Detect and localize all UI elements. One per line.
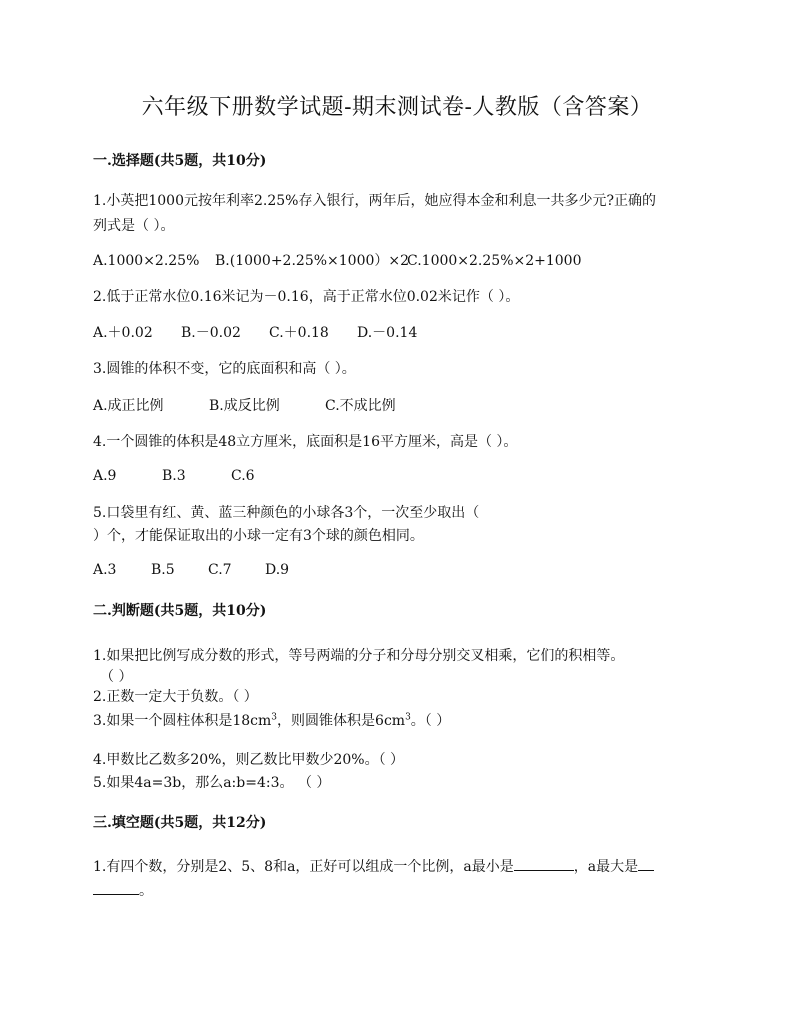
judge-q3-part3: 。（ ） bbox=[410, 713, 451, 729]
choice-q5-option-d: D.9 bbox=[265, 562, 290, 578]
section-heading-judge: 二.判断题(共5题，共10分) bbox=[93, 603, 267, 619]
judge-q1-line1: 1.如果把比例写成分数的形式，等号两端的分子和分母分别交叉相乘，它们的积相等。 bbox=[93, 648, 625, 664]
judge-q3 bbox=[93, 710, 450, 730]
judge-q1-line2: （ ） bbox=[100, 669, 133, 685]
fill-q1-part3: 。 bbox=[139, 883, 153, 899]
choice-q4-option-b: B.3 bbox=[162, 468, 186, 484]
choice-q3-option-c: C.不成比例 bbox=[325, 398, 396, 414]
choice-q2-option-b: B.－0.02 bbox=[181, 325, 241, 341]
choice-q2: 2.低于正常水位0.16米记为－0.16，高于正常水位0.02米记作（ ）。 bbox=[93, 289, 520, 305]
fill-q1-line2 bbox=[93, 880, 153, 900]
judge-q3-part1: 3.如果一个圆柱体积是18cm bbox=[93, 713, 272, 729]
fill-q1-blank-max-start[interactable] bbox=[638, 856, 654, 871]
choice-q3: 3.圆锥的体积不变，它的底面积和高（ ）。 bbox=[93, 361, 356, 377]
choice-q5-option-a: A.3 bbox=[93, 562, 117, 578]
judge-q3-part2: ，则圆锥体积是6cm bbox=[277, 713, 406, 729]
judge-q3-superscript-1: 3 bbox=[271, 712, 278, 723]
judge-q2: 2.正数一定大于负数。（ ） bbox=[93, 689, 258, 705]
choice-q4: 4.一个圆锥的体积是48立方厘米，底面积是16平方厘米，高是（ ）。 bbox=[93, 434, 518, 450]
choice-q3-option-b: B.成反比例 bbox=[209, 398, 280, 414]
choice-q1-line1: 1.小英把1000元按年利率2.25%存入银行，两年后，她应得本金和利息一共多少元?正确的 bbox=[93, 193, 656, 209]
judge-q4: 4.甲数比乙数多20%，则乙数比甲数少20%。（ ） bbox=[93, 752, 405, 768]
judge-q3-superscript-2: 3 bbox=[405, 712, 411, 723]
choice-q4-option-c: C.6 bbox=[231, 468, 255, 484]
section-heading-choice: 一.选择题(共5题，共10分) bbox=[93, 153, 267, 169]
choice-q2-options bbox=[93, 322, 417, 342]
choice-q2-option-a: A.＋0.02 bbox=[93, 325, 153, 341]
choice-q1-line2: 列式是（ ）。 bbox=[93, 218, 175, 234]
fill-q1-line1 bbox=[93, 856, 654, 876]
fill-q1-blank-max-end[interactable] bbox=[93, 880, 139, 895]
fill-q1-part1: 1.有四个数，分别是2、5、8和a，正好可以组成一个比例，a最小是 bbox=[93, 859, 514, 875]
section-heading-fill: 三.填空题(共5题，共12分) bbox=[93, 815, 267, 831]
choice-q3-option-a: A.成正比例 bbox=[93, 398, 164, 414]
choice-q1-option-a: A.1000×2.25% bbox=[93, 253, 200, 269]
choice-q3-options bbox=[93, 395, 396, 415]
judge-q5: 5.如果4a=3b，那么a:b=4:3。 （ ） bbox=[93, 775, 331, 791]
choice-q4-options bbox=[93, 468, 255, 484]
choice-q2-option-c: C.＋0.18 bbox=[269, 325, 329, 341]
fill-q1-blank-min[interactable] bbox=[514, 856, 574, 871]
fill-q1-part2: ，a最大是 bbox=[573, 859, 639, 875]
choice-q4-option-a: A.9 bbox=[93, 468, 117, 484]
choice-q1-option-b: B.(1000+2.25%×1000）×2 bbox=[215, 253, 410, 269]
page-title: 六年级下册数学试题-期末测试卷-人教版（含答案） bbox=[141, 95, 653, 120]
choice-q5-options bbox=[93, 562, 289, 578]
choice-q2-option-d: D.－0.14 bbox=[357, 325, 418, 341]
choice-q1-option-c: C.1000×2.25%×2+1000 bbox=[407, 253, 582, 269]
choice-q5-option-b: B.5 bbox=[151, 562, 175, 578]
choice-q5-line2: ）个，才能保证取出的小球一定有3个球的颜色相同。 bbox=[93, 528, 424, 544]
choice-q5-line1: 5.口袋里有红、黄、蓝三种颜色的小球各3个，一次至少取出（ bbox=[93, 505, 480, 521]
choice-q5-option-c: C.7 bbox=[208, 562, 232, 578]
choice-q1-options bbox=[93, 250, 582, 270]
